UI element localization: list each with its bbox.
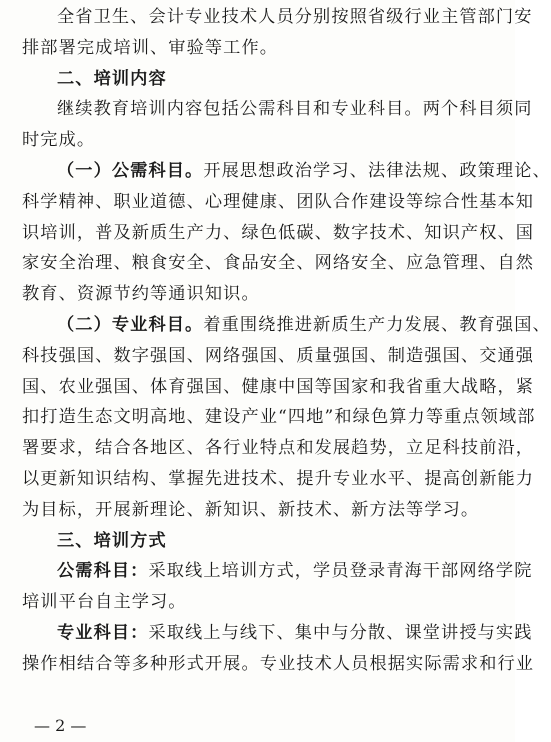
line-text: 着重围绕推进新质生产力发展、教育强国、 xyxy=(203,314,551,335)
text-line xyxy=(22,2,533,33)
lead-in-text: 公需科目： xyxy=(57,561,149,582)
text-line xyxy=(22,187,535,218)
text-line xyxy=(22,125,498,156)
line-text: 识培训，普及新质生产力、绿色低碳、数字技术、知识产权、国 xyxy=(22,222,535,243)
line-text: 开展思想政治学习、法律法规、政策理论、 xyxy=(203,160,551,181)
text-line xyxy=(22,618,533,649)
line-text: 为目标，开展新理论、新知识、新技术、新方法等学习。 xyxy=(22,499,480,520)
text-line xyxy=(22,433,535,464)
text-line xyxy=(22,341,535,372)
line-text: 采取线上培训方式，学员登录青海干部网络学院 xyxy=(148,561,533,582)
lead-in-text: （二）专业科目。 xyxy=(57,314,204,335)
text-line xyxy=(22,156,551,187)
text-line xyxy=(22,587,498,618)
line-text: 继续教育培训内容包括公需科目和专业科目。两个科目须同 xyxy=(57,99,533,120)
text-line xyxy=(22,556,533,587)
line-text: 教育、资源节约等通识知识。 xyxy=(22,284,260,305)
text-line xyxy=(22,464,535,495)
lead-in-text: （一）公需科目。 xyxy=(57,160,204,181)
text-line xyxy=(22,248,535,279)
section-heading xyxy=(22,64,498,95)
text-line xyxy=(22,372,535,403)
line-text: 以更新知识结构、掌握先进技术、提升专业水平、提高创新能力 xyxy=(22,468,535,489)
line-text: 科学精神、职业道德、心理健康、团队合作建设等综合性基本知 xyxy=(22,191,535,212)
text-line xyxy=(22,402,536,433)
line-text: 排部署完成培训、审验等工作。 xyxy=(22,37,279,58)
line-text: 署要求，结合各地区、各行业特点和发展趋势，立足科技前沿， xyxy=(22,438,535,459)
heading-text: 三、培训方式 xyxy=(57,530,167,551)
body-text xyxy=(22,2,551,680)
line-text: 时完成。 xyxy=(22,130,96,151)
text-line xyxy=(22,495,498,526)
line-text: 采取线上与线下、集中与分散、课堂讲授与实践 xyxy=(148,622,533,643)
line-text: 家安全治理、粮食安全、食品安全、网络安全、应急管理、自然 xyxy=(22,253,535,274)
heading-text: 二、培训内容 xyxy=(57,68,167,89)
text-line xyxy=(22,279,498,310)
line-text: 扣打造生态文明高地、建设产业“四地”和绿色算力等重点领域部 xyxy=(22,407,536,428)
line-text: 操作相结合等多种形式开展。专业技术人员根据实际需求和行业 xyxy=(22,653,535,674)
line-text: 科技强国、数字强国、网络强国、质量强国、制造强国、交通强 xyxy=(22,345,535,366)
line-text: 全省卫生、会计专业技术人员分别按照省级行业主管部门安 xyxy=(57,7,533,27)
text-line xyxy=(22,94,533,125)
line-text: 国、农业强国、体育强国、健康中国等国家和我省重大战略，紧 xyxy=(22,376,535,397)
line-text: 培训平台自主学习。 xyxy=(22,592,187,613)
text-line xyxy=(22,218,535,249)
lead-in-text: 专业科目： xyxy=(57,622,149,643)
text-line xyxy=(22,33,498,64)
section-heading xyxy=(22,526,498,557)
text-line xyxy=(22,649,535,680)
page-number: — 2 — xyxy=(34,716,87,735)
text-line xyxy=(22,310,551,341)
